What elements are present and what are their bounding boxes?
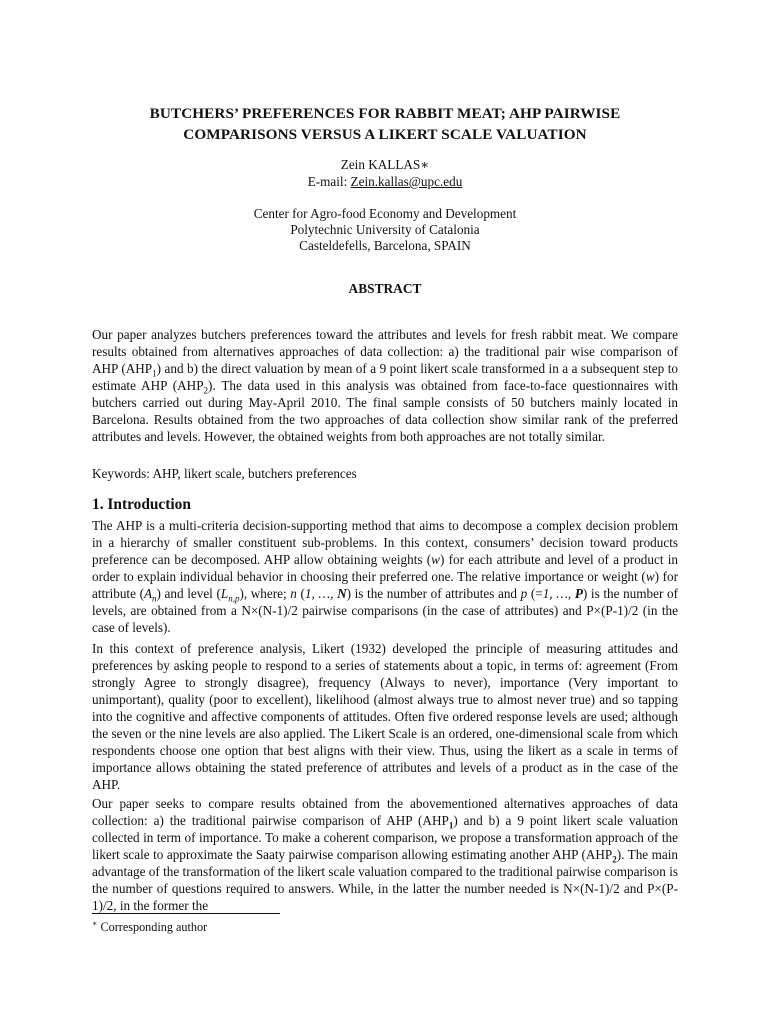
corresponding-marker: ∗ [420, 157, 430, 172]
intro-paragraph-3: Our paper seeks to compare results obtained from the abovementioned alternatives approaches of data collection: a) the traditional pairwise comparison of AHP $(AHP_1)$ and b) a 9 point likert scale valuation collected in term of importance. To make a coherent comparison, we propose a transformation approach of the likert scale to approximate the Saaty pairwise comparison allowing estimating another AHP $(AHP_2)$. The main advantage of the transformation of the likert scale valuation compared to the traditional pairwise comparison is the number of questions required to answers. While, in the latter the number needed is N×(N-1)/2 and P×(P-1)/2, in the former the [92, 796, 679, 914]
section-heading-introduction: 1. Introduction [92, 496, 191, 513]
affiliation-line-3: Casteldefells, Barcelona, SPAIN [299, 238, 471, 253]
affiliation-line-2: Polytechnic University of Catalonia [290, 222, 480, 237]
email-label: E-mail: [307, 174, 351, 189]
paper-title [60, 103, 710, 145]
author-email [60, 173, 710, 190]
footnote-text: Corresponding author [97, 920, 208, 934]
abstract-heading: ABSTRACT [348, 281, 422, 296]
affiliation-line-1: Center for Agro-food Economy and Development [253, 206, 517, 221]
author-name: Zein KALLAS∗ [340, 157, 430, 172]
intro-paragraph-2: In this context of preference analysis, Likert (1932) developed the principle of measuring attitudes and preferences by asking people to respond to a series of statements about a topic, in terms of: agreement (From strongly Agree to strongly disagree), frequency (Always to never), importance (Very important to unimportant), quality (poor to excellent), likelihood (almost always true to almost never true) and so tapping into the cognitive and affective components of attitudes. Often five ordered response levels are used; although the seven or the nine levels are also applied. The Likert Scale is an ordered, one-dimensional scale from which respondents choose one option that best aligns with their view. Thus, using the likert as a scale in terms of importance allows obtaining the stated preference of attributes and levels of a product as in the case of the AHP. [92, 641, 678, 793]
title-line-2: COMPARISONS VERSUS A LIKERT SCALE VALUATION [183, 126, 587, 143]
intro-paragraph-1: The AHP is a multi-criteria decision-supporting method that aims to decompose a complex decision problem in a hierarchy of smaller constituent sub-problems. In this context, consumers’ decision toward products preference can be decomposed. AHP allow obtaining weights (w) for each attribute and level of a product in order to explain individual behavior in choosing their preferred one. The relative importance or weight (w) for attribute $(A_n)$ and level $(L_{n,p})$, where; n (1, …, N) is the number of attributes and p (=1, …, P) is the number of levels, are obtained from a N×(N-1)/2 pairwise comparisons (in the case of attributes) and P×(P-1)/2 (in the case of levels). [92, 518, 678, 636]
title-line-1: BUTCHERS’ PREFERENCES FOR RABBIT MEAT; AHP PAIRWISE [149, 105, 621, 122]
footnote [92, 920, 207, 935]
email-link[interactable]: Zein.kallas@upc.edu [350, 174, 463, 189]
footnote-marker: ∗ [92, 918, 98, 928]
keywords: Keywords: AHP, likert scale, butchers preferences [92, 466, 357, 481]
footnote-separator [92, 913, 280, 914]
abstract-body: Our paper analyzes butchers preferences toward the attributes and levels for fresh rabbit meat. We compare results obtained from alternatives approaches of data collection: a) the traditional pair wise comparison of AHP $(AHP_1)$ and b) the direct valuation by mean of a 9 point likert scale transformed in a a subsequent step to estimate AHP $(AHP_2)$. The data used in this analysis was obtained from face-to-face questionnaires with butchers carried out during May-April 2010. The final sample consists of 50 butchers mainly located in Barcelona. Results obtained from the two approaches of data collection show similar rank of the preferred attributes and levels. However, the obtained weights from both approaches are not totally similar. [92, 327, 678, 445]
